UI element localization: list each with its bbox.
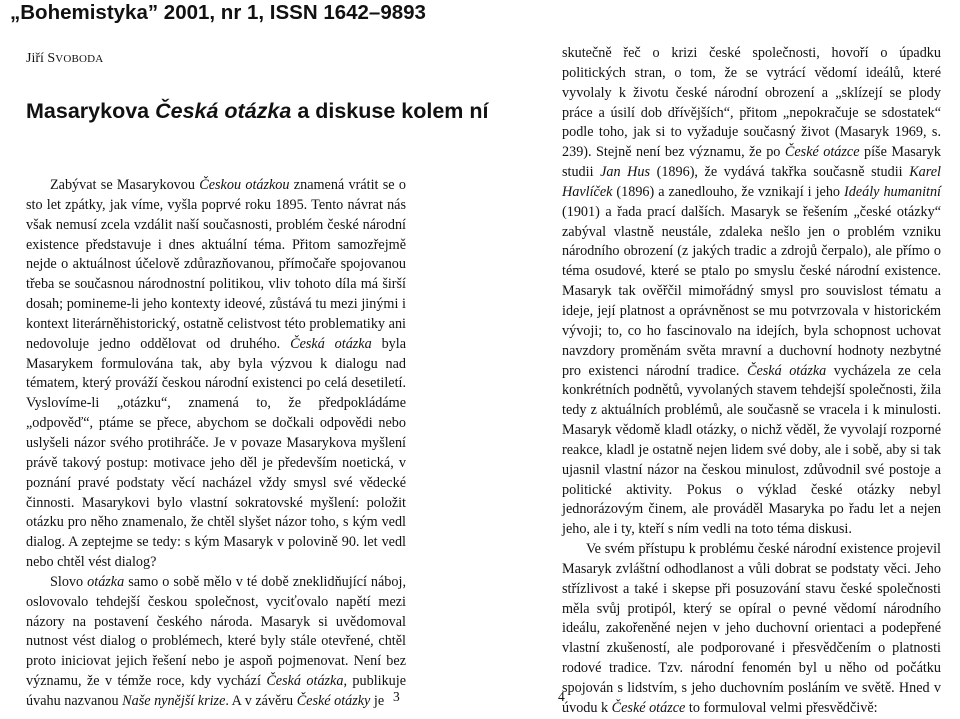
left-paragraph-2: Slovo otázka samo o sobě mělo v té době zneklidňující náboj, oslovovalo tehdejší českou společnost, vyciťovalo napětí mezi názory na postavení českého národa. Masaryk si uvědomoval nutnost vést dialog o problémech, které byly stále otevřené, chtěl proto iniciovat jejich řešení nebo je aspoň pojmenovat. Není bez významu, že v témže roce, kdy vychází Česká otázka, publikuje úvahu nazvanou Naše nynější krize. A v závěru České otázky je — [26, 573, 406, 709]
left-column — [26, 176, 406, 712]
page-number-left: 3 — [393, 689, 400, 704]
right-paragraph-2: Ve svém přístupu k problému české národní existence projevil Masaryk zvláštní odhodlanost a vůli dobrat se podstaty věci. Jeho střízlivost a také i skepse při posuzování stavu české společnosti měla svůj protipól, který se opíral o pevné vědomí národního ideálu, zakořeněné nejen v jeho duchovní orientaci a podepřené vlastní zkušeností, ale podporované i přesvědčením o platnosti rodové tradice. Tzv. národní fenomén byl u něho od počátku spojován s lidstvím, s jeho duchovním posláním ve světě. Hned v úvodu k České otázce to formuloval velmi přesvědčivě: — [562, 541, 941, 716]
left-paragraph-1: Zabývat se Masarykovou Českou otázkou znamená vrátit se o sto let zpátky, jak víme, vyšla poprvé roku 1895. Tento návrat nás však nemusí zcela vzdálit naší současnosti, problém české národní existence představuje i dnes aktuální téma. Přitom samozřejmě nejde o aktuálnost účelově zdůrazňovanou, přímočaře spojovanou třeba se současnou národnostní politikou, vliv tohoto díla má širší dosah; pomineme-li jeho kontexty ideové, zůstává tu mezi jinými i kontext literárněhistorický, ostatně celistvost této problematiky ani nedovoluje jedno oddělovat od druhého. Česká otázka byla Masarykem formulována tak, aby byla výzvou k dialogu nad tématem, který prováží českou národní existenci po celá desetiletí. Vyslovíme-li „otázku“, znamená to, že předpokládáme „odpověď“, ptáme se přece, abychom se dočkali odpovědi nebo uslyšeli názor svého protihráče. Je v povaze Masarykova myšlení právě takový postup: motivace jeho děl je především noetická, v poznání pravé podstaty věcí nacházel vždy smysl své vědecké činnosti. Masarykovi bylo vlastní sokratovské myšlení: položit otázku pro něho znamenalo, že chtěl slyšet názor toho, s kým vedl dialog. A zeptejme se tedy: s kým Masaryk v polovině 90. let vedl nebo chtěl vést dialog? — [26, 177, 407, 571]
right-paragraph-1: skutečně řeč o krizi české společnosti, hovoří o úpadku politických stran, o tom, že se vytrácí vědomí ideálů, které vyvolaly k životu české národní obrození a „sklízejí se plody práce a úsilí dob dřívějších“, přitom „nepokračuje se sdostatek“ podle toho, jak si to vyžaduje současný život (Masaryk 1969, s. 239). Stejně není bez významu, že po České otázce píše Masaryk studii Jan Hus (1896), že vydává takřka současně studii Karel Havlíček (1896) a zanedlouho, že vznikají i jeho Ideály humanitní (1901) a řada prací dalších. Masaryk se řešením „české otázky“ zabýval vlastně neustále, zdaleka nešlo jen o problém vzniku národního obrození (z jakých tradic a zdrojů čerpalo), ale přímo o téma osudové, které se ptalo po smyslu české národní existence. Masaryk tak ověřčil mimořádný smysl pro souvislost tématu a ideje, její platnost a oprávněnost se mu potvrzovala v historickém vývoji; to, co ho fascinovalo na idejích, byla schopnost uchovat navzdory proměnám světa mravní a duchovní hodnoty nezbytné pro existenci národní tradice. Česká otázka vycházela ze cela konkrétních podnětů, vyvolaných stavem tehdejší společnosti, žila tedy z aktuálních problémů, ale současně se vracela i k minulosti. Masaryk vědomě kladl otázky, o nichž věděl, že vyvolají rozporné reakce, kladl je ostatně nejen lidem své doby, ale i sobě, aby si tak ujasnil vlastní názor na českou minulost, zdůvodnil své postoje a politické aktivity. Pokus o výklad české otázky nebyl jednorázovým činem, ale prováděl Masaryka po řadu let a nejen jeho, ale i ty, kteří s ním vedli na toto téma diskusi. — [562, 45, 942, 538]
article-title: Masarykova Česká otázka a diskuse kolem ní — [26, 99, 489, 123]
right-column — [562, 44, 941, 719]
author-name: Jiří SVOBODA — [26, 51, 104, 66]
page-number-right: 4 — [558, 689, 565, 704]
journal-header: „Bohemistyka” 2001, nr 1, ISSN 1642–9893 — [10, 1, 426, 24]
